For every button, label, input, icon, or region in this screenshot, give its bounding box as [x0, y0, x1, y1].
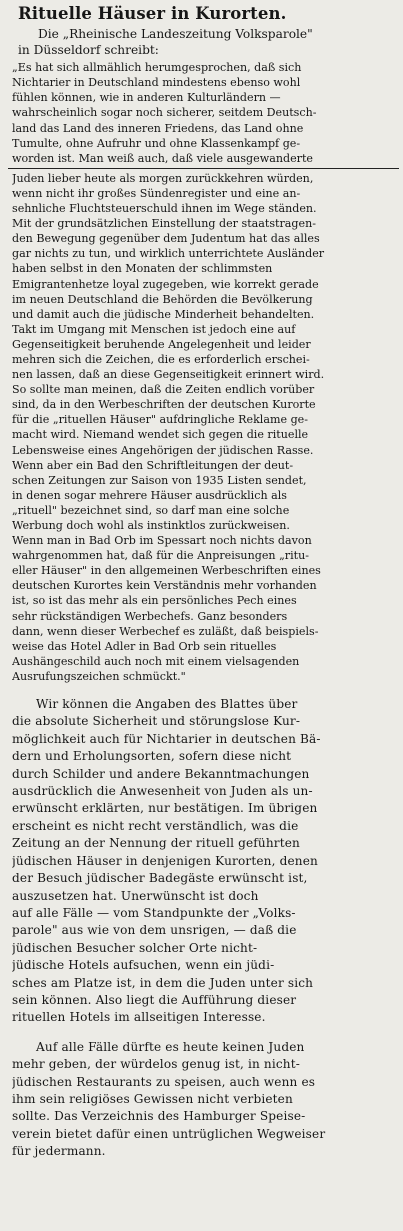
text-line: für die „rituellen Häuser" aufdringliche Reklame ge- — [12, 413, 308, 427]
text-line: der Besuch jüdischer Badegäste erwünscht ist, — [12, 871, 308, 886]
text-line: mehr geben, der würdelos genug ist, in nicht- — [12, 1057, 300, 1072]
text-line: auf alle Fälle — vom Standpunkte der „Volks- — [12, 905, 296, 920]
text-line: und damit auch die jüdische Minderheit behandelten. — [12, 307, 315, 321]
text-line: wahrscheinlich sogar noch sicherer, seitdem Deutsch- — [12, 106, 317, 120]
text-line: Wenn aber ein Bad den Schriftleitungen der deut- — [12, 458, 294, 472]
text-line: macht wird. Niemand wendet sich gegen die rituelle — [12, 428, 309, 442]
text-line: gar nichts zu tun, und wirklich unterrichtete Ausländer — [12, 247, 325, 261]
text-line: auszusetzen hat. Unerwünscht ist doch — [12, 888, 259, 903]
text-line: im neuen Deutschland die Behörden die Bevölkerung — [12, 292, 313, 306]
text-line: So sollte man meinen, daß die Zeiten endlich vorüber — [12, 383, 315, 397]
text-line: in denen sogar mehrere Häuser ausdrücklich als — [12, 488, 287, 502]
text-line: Wenn man in Bad Orb im Spessart noch nichts davon — [12, 534, 312, 548]
text-line: Aushängeschild auch noch mit einem vielsagenden — [12, 654, 300, 668]
text-line: wenn nicht ihr großes Sündenregister und eine an- — [12, 186, 301, 200]
text-line: eller Häuser" in den allgemeinen Werbeschriften eines — [12, 564, 321, 578]
text-line: sollte. Das Verzeichnis des Hamburger Speise- — [12, 1109, 306, 1124]
commentary-paragraph — [12, 696, 397, 1027]
text-line: sehr rückständigen Werbechefs. Ganz besonders — [12, 609, 288, 623]
text-line: mehren sich die Zeichen, die es erforderlich erschei- — [12, 352, 310, 366]
text-line: Werbung doch wohl als instinktlos zurückweisen. — [12, 519, 290, 532]
text-line: „Es hat sich allmählich herumgesprochen, daß sich — [12, 61, 302, 75]
text-line: fühlen können, wie in anderen Kulturländern — — [12, 91, 281, 105]
text-line: möglichkeit auch für Nichtarier in deutschen Bä- — [12, 731, 321, 746]
text-line: verein bietet dafür einen untrüglichen Wegweiser — [12, 1126, 326, 1141]
text-line: rituellen Hotels im allseitigen Interesse. — [12, 1010, 266, 1025]
text-line: „rituell" bezeichnet sind, so darf man eine solche — [12, 503, 290, 517]
text-line: jüdischen Restaurants zu speisen, auch wenn es — [12, 1074, 316, 1089]
text-line: Juden lieber heute als morgen zurückkehren würden, — [12, 171, 314, 185]
text-line: schen Zeitungen zur Saison von 1935 Listen sendet, — [12, 473, 307, 487]
text-line: dern und Erholungsorten, sofern diese nicht — [12, 749, 292, 764]
closing-paragraph — [12, 1039, 397, 1161]
text-line: die absolute Sicherheit und störungslose Kur- — [12, 714, 301, 729]
text-line: weise das Hotel Adler in Bad Orb sein rituelles — [12, 639, 277, 653]
text-line: Takt im Umgang mit Menschen ist jedoch eine auf — [12, 322, 296, 336]
text-line: Tumulte, ohne Aufruhr und ohne Klassenkampf ge- — [12, 136, 301, 150]
text-line: jüdischen Häuser in denjenigen Kurorten, denen — [12, 853, 318, 868]
text-line: Auf alle Fälle dürfte es heute keinen Juden — [36, 1039, 305, 1054]
text-line: parole" aus wie von dem unsrigen, — daß die — [12, 923, 297, 938]
text-line: haben selbst in den Monaten der schlimmsten — [12, 262, 273, 276]
text-line: Gegenseitigkeit beruhende Angelegenheit und leider — [12, 337, 311, 351]
text-line: erscheint es nicht recht verständlich, was die — [12, 818, 299, 833]
text-line: sches am Platze ist, in dem die Juden unter sich — [12, 975, 314, 990]
text-line: durch Schilder und andere Bekanntmachungen — [12, 766, 310, 781]
text-line: sehnliche Fluchtsteuerschuld ihnen im Wege ständen. — [12, 202, 317, 216]
text-line: sein können. Also liegt die Aufführung dieser — [12, 992, 297, 1007]
text-line: jüdische Hotels aufsuchen, wenn ein jüdi- — [12, 958, 275, 973]
intro-line: Die „Rheinische Landeszeitung Volksparole" — [38, 27, 313, 41]
article-intro — [12, 27, 397, 58]
text-line: den Bewegung gegenüber dem Judentum hat das alles — [12, 232, 320, 246]
text-line: erwünscht erklärten, nur bestätigen. Im übrigen — [12, 801, 318, 816]
text-line: Emigrantenhetze loyal zugegeben, wie korrekt gerade — [12, 277, 319, 291]
text-line: jüdischen Besucher solcher Orte nicht- — [12, 940, 258, 955]
text-line: ihm sein religiöses Gewissen nicht verbieten — [12, 1091, 293, 1106]
text-line: Mit der grundsätzlichen Einstellung der staatstragen- — [12, 217, 316, 231]
text-line: Wir können die Angaben des Blattes über — [36, 697, 298, 712]
text-line: Nichtarier in Deutschland mindestens ebenso wohl — [12, 76, 301, 90]
text-line: land das Land des inneren Friedens, das Land ohne — [12, 121, 304, 135]
article-headline: Rituelle Häuser in Kurorten. — [18, 4, 287, 23]
text-line: Ausrufungszeichen schmückt." — [12, 669, 186, 683]
text-line: worden ist. Man weiß auch, daß viele ausgewanderte — [12, 151, 313, 165]
text-line: für jedermann. — [12, 1144, 106, 1159]
quoted-passage — [12, 60, 397, 684]
intro-line: in Düsseldorf schreibt: — [18, 42, 159, 57]
text-line: dann, wenn dieser Werbechef es zuläßt, daß beispiels- — [12, 624, 319, 638]
text-line: nen lassen, daß an diese Gegenseitigkeit erinnert wird. — [12, 368, 325, 382]
text-line: Zeitung an der Nennung der rituell geführten — [12, 836, 300, 851]
text-line: Lebensweise eines Angehörigen der jüdischen Rasse. — [12, 443, 314, 457]
text-line: wahrgenommen hat, daß für die Anpreisungen „ritu- — [12, 549, 310, 563]
text-line: ist, so ist das mehr als ein persönliches Pech eines — [12, 594, 297, 608]
text-line: deutschen Kurortes kein Verständnis mehr vorhanden — [12, 579, 317, 593]
text-line: sind, da in den Werbeschriften der deutschen Kurorte — [12, 398, 316, 412]
column-divider — [8, 168, 399, 169]
text-line: ausdrücklich die Anwesenheit von Juden als un- — [12, 784, 313, 799]
